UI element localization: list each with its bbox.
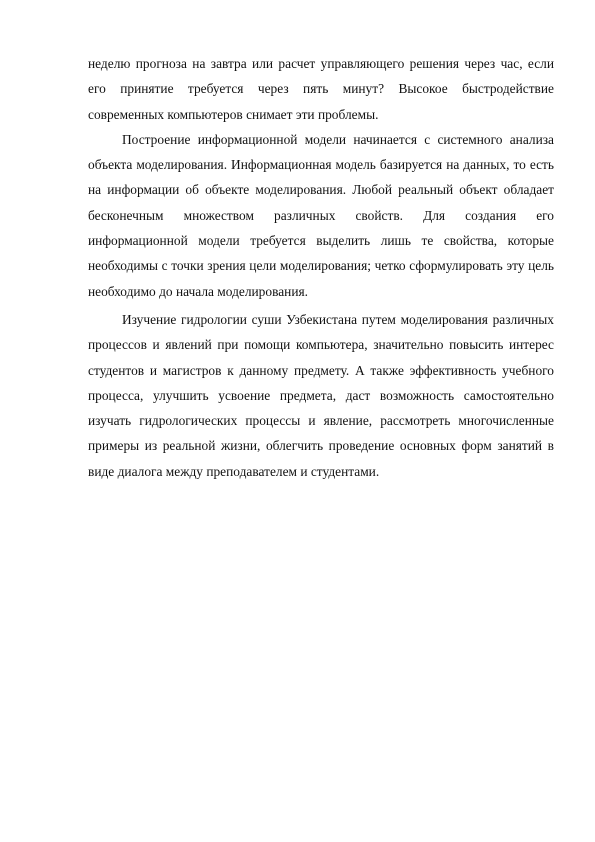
body-text bbox=[88, 51, 554, 484]
paragraph-continuation: неделю прогноза на завтра или расчет управляющего решения через час, если его принятие требуется через пять минут? Высокое быстродействие современных компьютеров снимает эти проблемы. bbox=[88, 56, 554, 122]
paragraph-hydrology-study: Изучение гидрологии суши Узбекистана путем моделирования различных процессов и явлений при помощи компьютера, значительно повысить интерес студентов и магистров к данному предмету. А также эффективность учебного процесса, улучшить усвоение предмета, даст возможность самостоятельно изучать гидрологических процессы и явление, рассмотреть многочисленные примеры из реальной жизни, облегчить проведение основных форм занятий в виде диалога между преподавателем и студентами. bbox=[88, 311, 554, 479]
paragraph-information-model: Построение информационной модели начинается с системного анализа объекта моделирования. Информационная модель базируется на данных, то есть на информации об объекте моделирования. Любой реальный объект обладает бесконечным множеством различных свойств. Для создания его информационной модели требуется выделить лишь те свойства, которые необходимы с точки зрения цели моделирования; четко сформулировать эту цель необходимо до начала моделирования. bbox=[88, 131, 554, 299]
